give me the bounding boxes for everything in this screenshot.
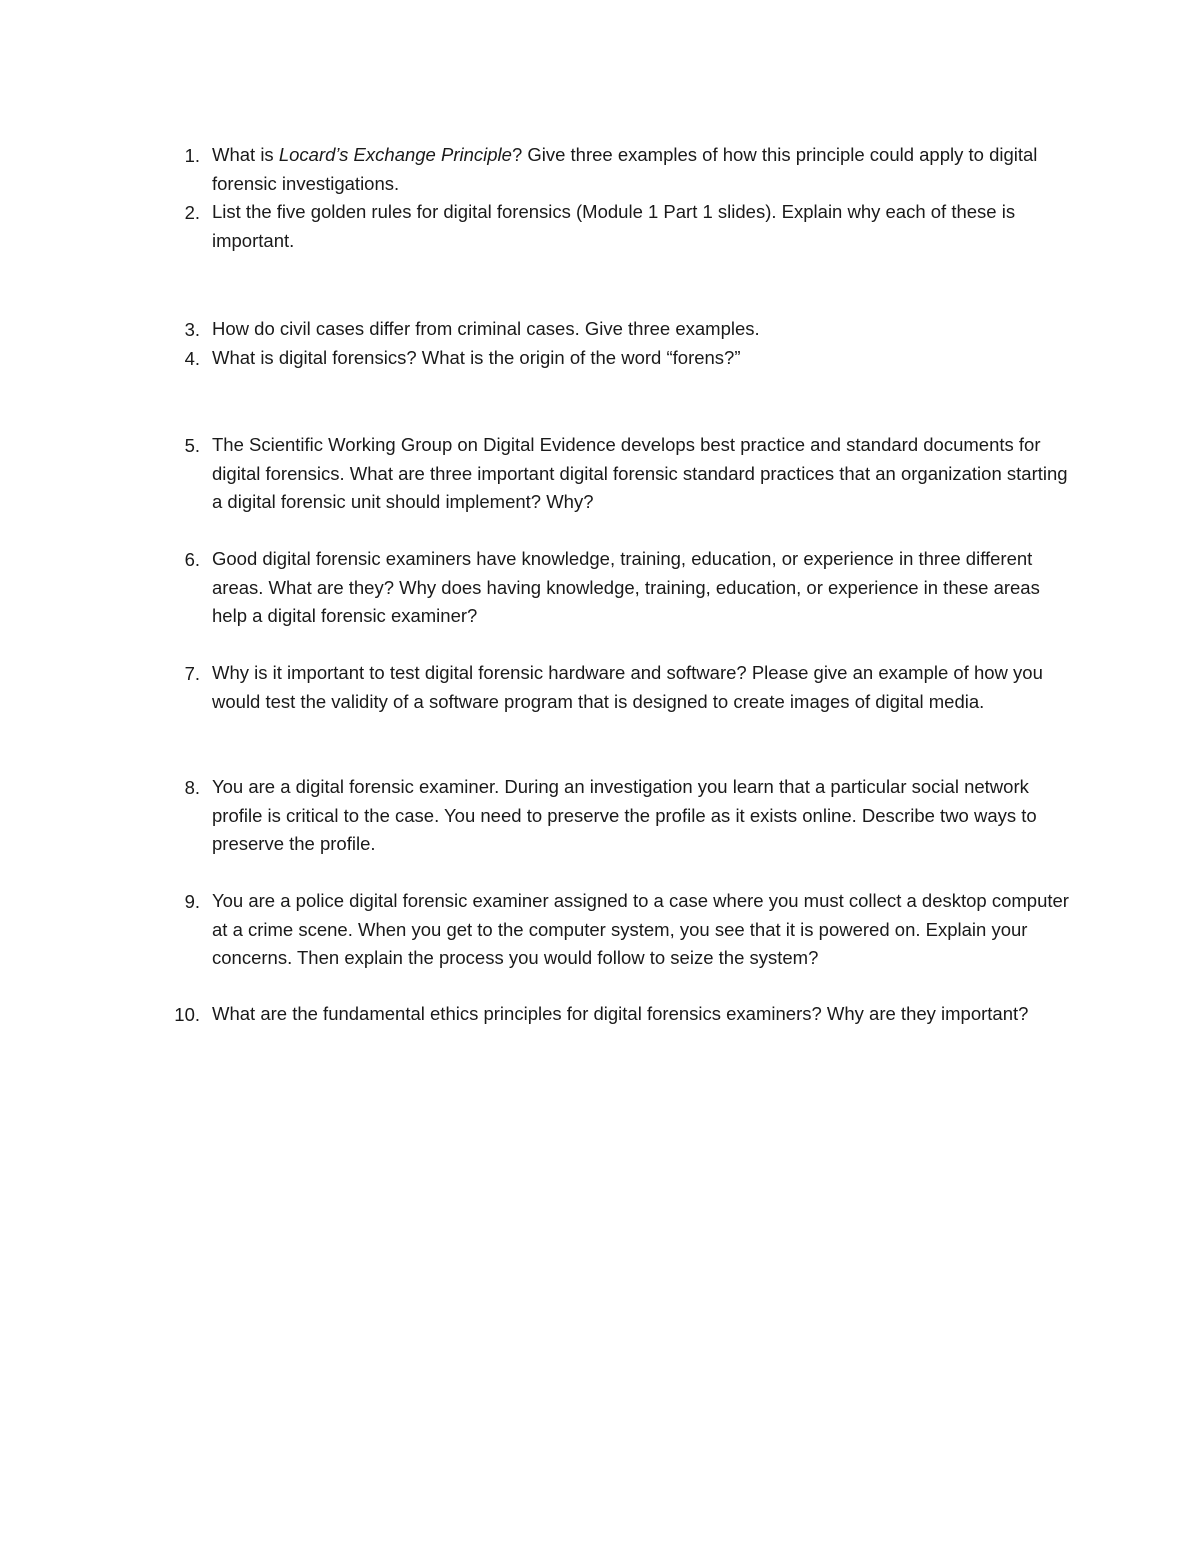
question-number: 3. — [184, 319, 200, 340]
question-text: You are a police digital forensic examiner assigned to a case where you must collect a desktop computer at a crime scene. When you get to the computer system, you see that it is powered on. Explain your concerns. Then explain the process you would follow to seize the system? — [212, 890, 1069, 969]
question-text: You are a digital forensic examiner. During an investigation you learn that a particular social network profile is critical to the case. You need to preserve the profile as it exists online. Describe two ways to preserve the profile. — [212, 776, 1037, 855]
question-number: 1. — [184, 145, 200, 166]
question-number: 2. — [184, 202, 200, 223]
question-number: 6. — [184, 549, 200, 570]
question-text: How do civil cases differ from criminal cases. Give three examples. — [212, 318, 760, 339]
question-number: 5. — [184, 435, 200, 456]
question-text: What are the fundamental ethics principles for digital forensics examiners? Why are they important? — [212, 1003, 1029, 1024]
question-text: The Scientific Working Group on Digital Evidence develops best practice and standard documents for digital forensics. What are three important digital forensic standard practices that an organization starting a digital forensic unit should implement? Why? — [212, 434, 1068, 513]
question-text: What is Locard’s Exchange Principle? Give three examples of how this principle could apply to digital forensic investigations. — [212, 144, 1038, 194]
question-number: 8. — [184, 777, 200, 798]
question-text: Why is it important to test digital forensic hardware and software? Please give an example of how you would test the validity of a software program that is designed to create images of digital media. — [212, 662, 1043, 712]
question-text: What is digital forensics? What is the origin of the word “forens?” — [212, 347, 741, 368]
question-text: Good digital forensic examiners have knowledge, training, education, or experience in three different areas. What are they? Why does having knowledge, training, education, or experience in these areas help a digital forensic examiner? — [212, 548, 1040, 627]
question-number: 9. — [184, 891, 200, 912]
question-number: 7. — [184, 663, 200, 684]
question-number: 10. — [174, 1004, 200, 1025]
question-number: 4. — [184, 348, 200, 369]
principle-name: Locard’s Exchange Principle — [278, 144, 512, 165]
question-text: List the five golden rules for digital forensics (Module 1 Part 1 slides). Explain why each of these is important. — [212, 201, 1016, 251]
